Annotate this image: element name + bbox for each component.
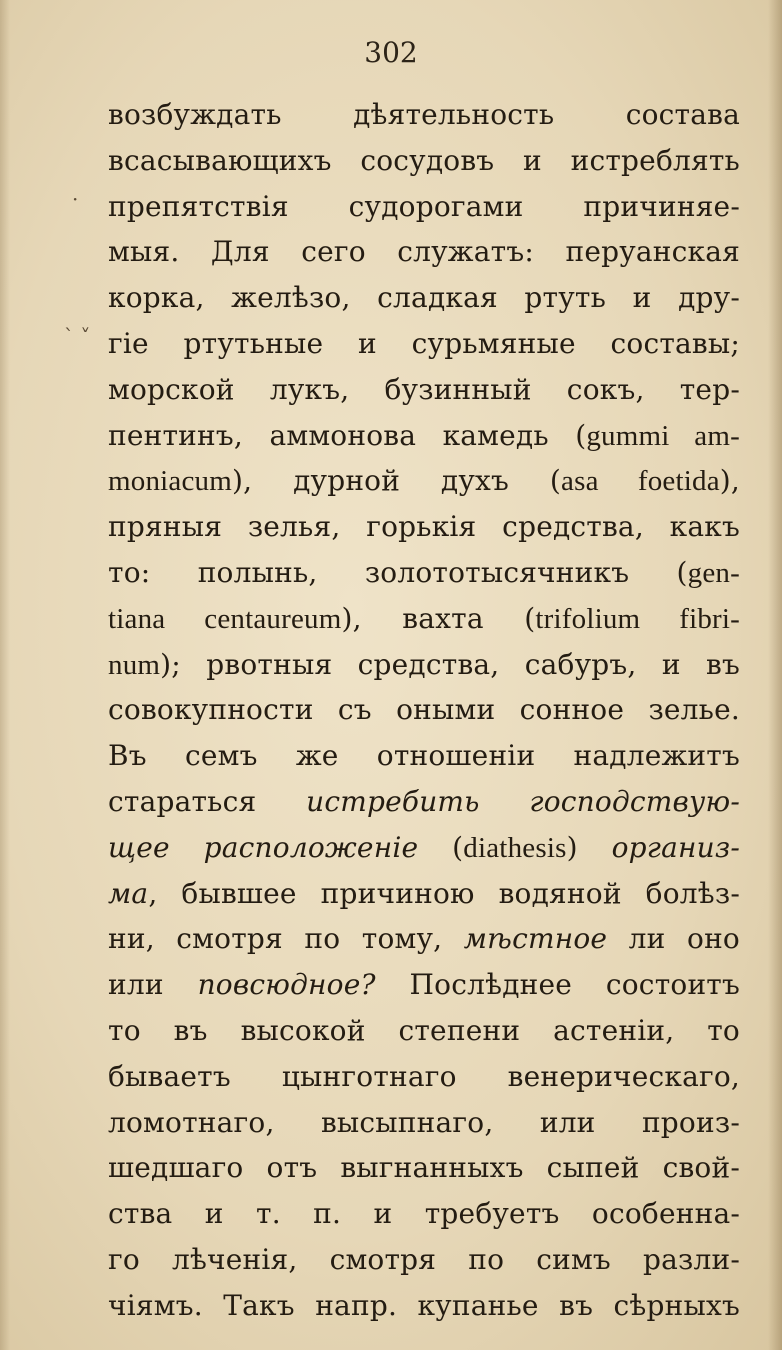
latin-term: num bbox=[108, 648, 161, 681]
text-segment: или bbox=[108, 968, 198, 1002]
italic-text: щее расположеніе bbox=[108, 830, 419, 864]
text-segment: всасывающихъ сосудовъ и истреблять bbox=[108, 143, 740, 177]
text-segment: морской лукъ, бузинный сокъ, тер- bbox=[108, 372, 740, 406]
text-segment: ), вахта ( bbox=[341, 601, 536, 635]
text-line bbox=[108, 1145, 740, 1191]
text-line bbox=[108, 92, 740, 138]
text-segment: ломотнаго, высыпнаго, или произ- bbox=[108, 1105, 740, 1139]
text-segment: ли оно bbox=[607, 922, 740, 956]
text-segment: , бывшее причиною водяной болѣз- bbox=[148, 876, 740, 910]
text-segment: совокупности съ оными сонное зелье. bbox=[108, 693, 740, 727]
page-right-shadow bbox=[768, 0, 782, 1350]
text-segment: го лѣченія, смотря по симъ разли- bbox=[108, 1242, 740, 1276]
latin-term: trifolium fibri- bbox=[535, 602, 740, 635]
text-line bbox=[108, 184, 740, 230]
latin-term: tiana centaureum bbox=[108, 602, 342, 635]
text-segment: препятствія судорогами причиняе- bbox=[108, 189, 740, 223]
text-line bbox=[108, 825, 740, 871]
body-text bbox=[108, 92, 740, 1329]
text-line bbox=[108, 1283, 740, 1329]
text-line bbox=[108, 916, 740, 962]
text-segment: ), bbox=[719, 464, 740, 498]
text-line bbox=[108, 871, 740, 917]
latin-term: gummi am- bbox=[586, 419, 740, 452]
text-segment: ); рвотныя средства, сабуръ, и въ bbox=[160, 647, 740, 681]
text-segment: шедшаго отъ выгнанныхъ сыпей свой- bbox=[108, 1151, 740, 1185]
latin-term: asa foetida bbox=[561, 465, 720, 498]
text-segment: ) bbox=[566, 830, 612, 864]
text-line bbox=[108, 733, 740, 779]
latin-term: gen- bbox=[687, 556, 740, 589]
latin-term: moniacum bbox=[108, 465, 233, 498]
text-segment: ), дурной духъ ( bbox=[232, 464, 562, 498]
text-line bbox=[108, 504, 740, 550]
text-segment: гіе ртутьные и сурьмяные составы; bbox=[108, 326, 740, 360]
text-line bbox=[108, 458, 740, 504]
text-segment: ( bbox=[418, 830, 464, 864]
margin-mark: ` ˅ bbox=[64, 324, 91, 348]
text-segment: то въ высокой степени астеніи, то bbox=[108, 1013, 740, 1047]
margin-mark: · bbox=[72, 187, 79, 211]
text-line bbox=[108, 321, 740, 367]
text-segment: ни, смотря по тому, bbox=[108, 922, 464, 956]
text-segment: возбуждать дѣятельность состава bbox=[108, 98, 740, 131]
text-line bbox=[108, 367, 740, 413]
text-segment: Послѣднее состоитъ bbox=[375, 968, 741, 1002]
italic-text: истребить господствую- bbox=[306, 784, 740, 818]
page-left-shadow bbox=[0, 0, 10, 1350]
page-number: 302 bbox=[364, 36, 418, 69]
text-segment: корка, желѣзо, сладкая ртуть и дру- bbox=[108, 281, 740, 315]
text-line bbox=[108, 138, 740, 184]
text-line bbox=[108, 687, 740, 733]
latin-term: diathesis bbox=[463, 831, 567, 864]
text-segment: пряныя зелья, горькія средства, какъ bbox=[108, 510, 740, 544]
text-segment: Въ семъ же отношеніи надлежитъ bbox=[108, 739, 740, 773]
text-segment: пентинъ, аммонова камедь ( bbox=[108, 418, 587, 452]
text-line bbox=[108, 962, 740, 1008]
text-line bbox=[108, 1191, 740, 1237]
text-line bbox=[108, 1054, 740, 1100]
text-segment: бываетъ цынготнаго венерическаго, bbox=[108, 1059, 740, 1093]
text-line bbox=[108, 596, 740, 642]
text-line bbox=[108, 779, 740, 825]
text-segment: то: полынь, золототысячникъ ( bbox=[108, 555, 688, 589]
text-segment: ства и т. п. и требуетъ особенна- bbox=[108, 1197, 740, 1231]
text-line bbox=[108, 229, 740, 275]
text-line bbox=[108, 642, 740, 688]
italic-text: повсюдное? bbox=[197, 968, 376, 1002]
text-line bbox=[108, 1008, 740, 1054]
text-line bbox=[108, 275, 740, 321]
text-segment: чіямъ. Такъ напр. купанье въ сѣрныхъ bbox=[108, 1288, 740, 1322]
text-line bbox=[108, 1237, 740, 1283]
text-line bbox=[108, 413, 740, 459]
text-segment: мыя. Для сего служатъ: перуанская bbox=[108, 235, 740, 269]
italic-text: ма bbox=[108, 876, 149, 910]
text-line bbox=[108, 550, 740, 596]
italic-text: мѣстное bbox=[463, 922, 608, 956]
italic-text: организ- bbox=[611, 830, 741, 864]
text-line bbox=[108, 1100, 740, 1146]
text-segment: стараться bbox=[108, 784, 307, 818]
